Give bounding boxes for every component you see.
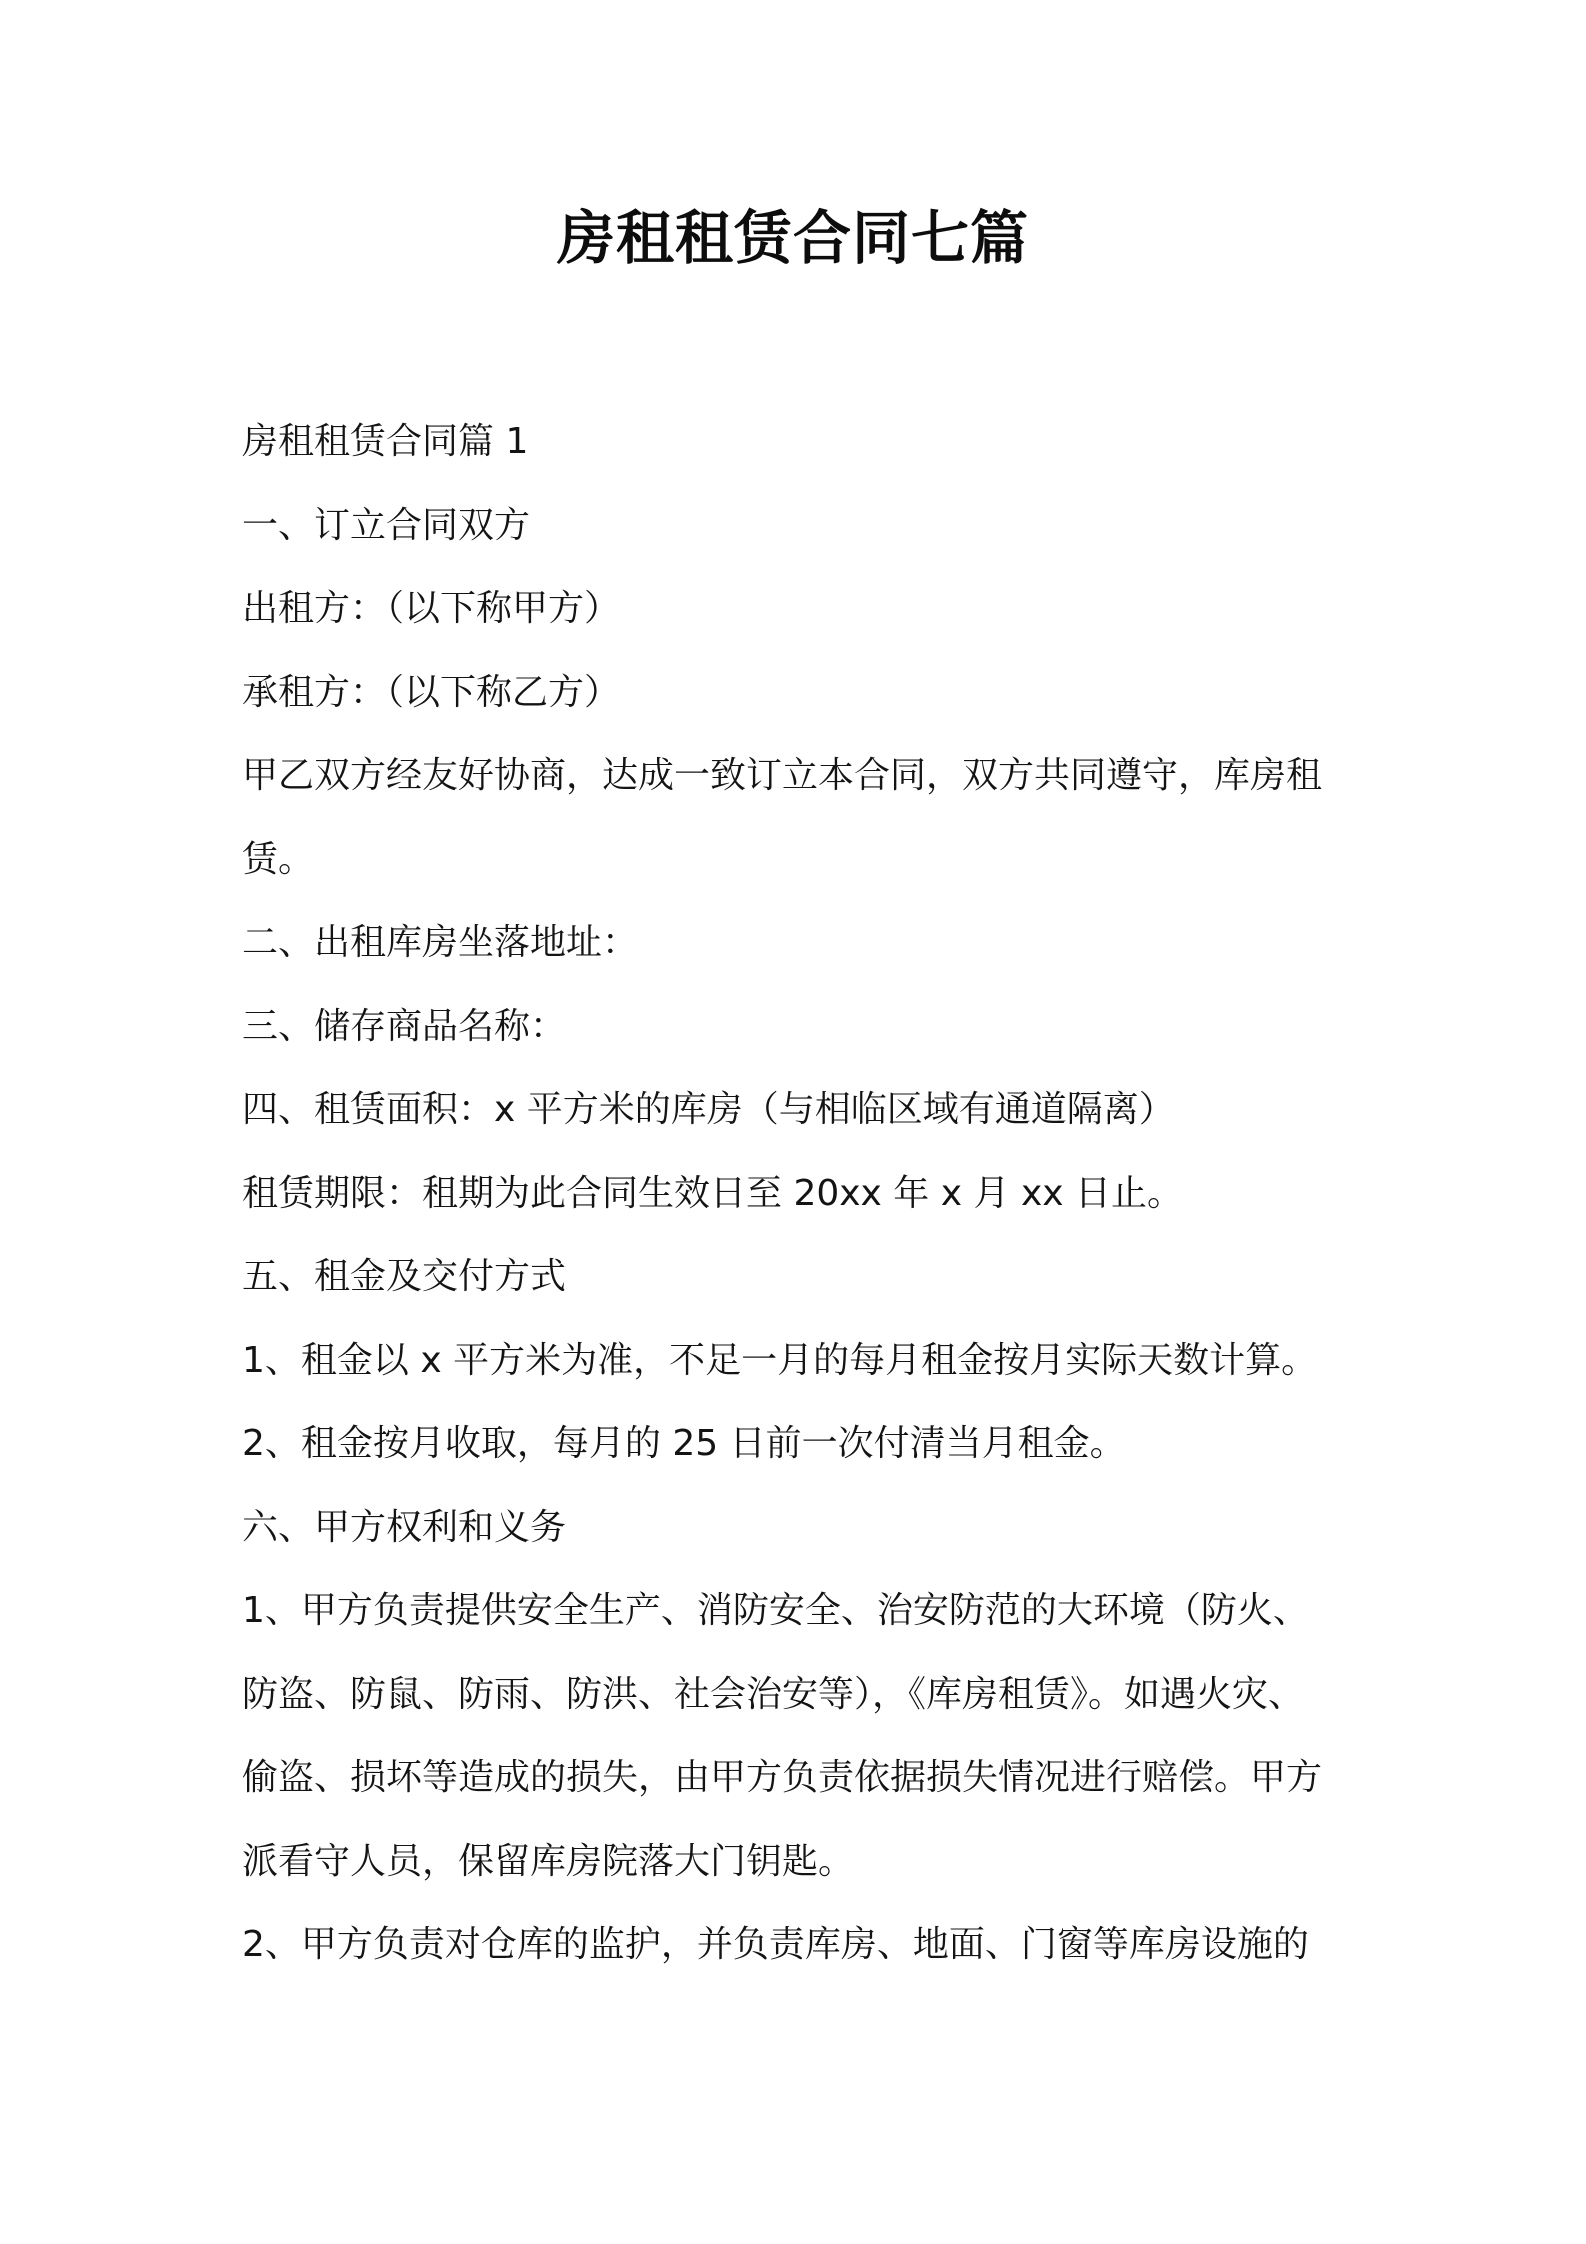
lessor-duty-1-line: 1、甲方负责提供安全生产、消防安全、治安防范的大环境（防火、 <box>242 1590 1309 1631</box>
lessor-duty-2-line: 2、甲方负责对仓库的监护，并负责库房、地面、门窗等库房设施的 <box>242 1924 1309 1965</box>
document-title: 房租租赁合同七篇 <box>556 204 1029 272</box>
agreement-text-line: 甲乙双方经友好协商，达成一致订立本合同，双方共同遵守，库房租 <box>242 755 1323 796</box>
rent-item-1: 1、租金以 x 平方米为准，不足一月的每月租金按月实际天数计算。 <box>242 1339 1318 1381</box>
rent-item-2: 2、租金按月收取，每月的 25 日前一次付清当月租金。 <box>242 1423 1126 1464</box>
lease-term-line: 租赁期限：租期为此合同生效日至 20xx 年 x 月 xx 日止。 <box>242 1172 1183 1214</box>
agreement-text-line: 赁。 <box>242 838 315 880</box>
clause-heading-lessor-duties: 六、甲方权利和义务 <box>242 1506 567 1548</box>
clause-heading-parties: 一、订立合同双方 <box>242 504 531 546</box>
section-heading-contract-1: 房租租赁合同篇 1 <box>242 421 529 462</box>
clause-heading-rent: 五、租金及交付方式 <box>242 1256 567 1297</box>
lessor-duty-1-line: 防盗、防鼠、防雨、防洪、社会治安等），《库房租赁》。如遇火灾、 <box>242 1673 1305 1715</box>
clause-heading-goods: 三、储存商品名称： <box>242 1005 567 1047</box>
lessor-duty-1-line: 派看守人员，保留库房院落大门钥匙。 <box>242 1840 855 1882</box>
lessor-duty-1-line: 偷盗、损坏等造成的损失，由甲方负责依据损失情况进行赔偿。甲方 <box>242 1757 1323 1798</box>
clause-heading-address: 二、出租库房坐落地址： <box>242 922 639 963</box>
document-body <box>242 400 1362 1987</box>
lessee-line: 承租方：（以下称乙方） <box>242 671 621 713</box>
lessor-line: 出租方：（以下称甲方） <box>242 588 621 629</box>
clause-heading-area: 四、租赁面积：x 平方米的库房（与相临区域有通道隔离） <box>242 1089 1175 1130</box>
